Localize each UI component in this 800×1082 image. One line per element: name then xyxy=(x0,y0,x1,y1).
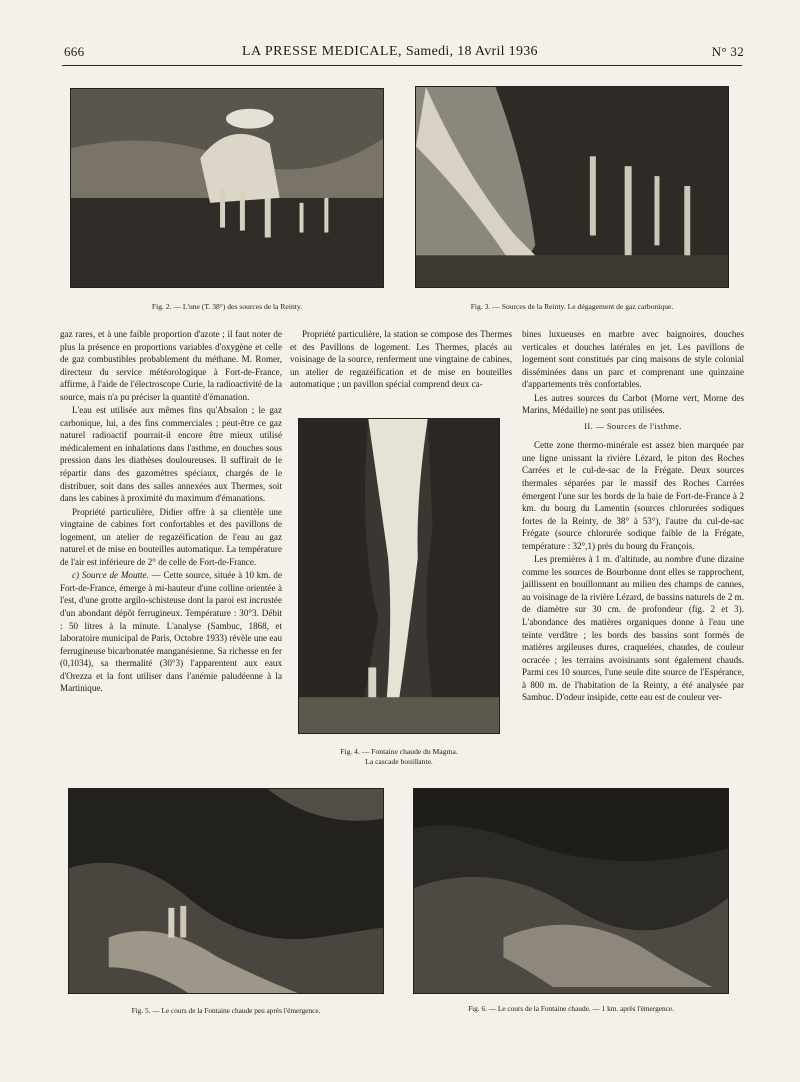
col1-paragraph-4: c) Source de Moutte. — Cette source, située à 10 km. de Fort-de-France, émerge à mi-hauteur d'une colline orientée à l'est, d'une grotte argilo-schisteuse dont la paroi est incrustée d'un abondant dépôt ferrugineux. Température : 30°3. Débit : 50 litres à la minute. L'analyse (Sambuc, 1868, et laboratoire municipal de Paris, Octobre 1933) révèle une eau ferrugineuse bicarbonatée manganésienne. Sa richesse en fer (0,1034), sa thermalité (30°3) l'apparentent aux eaux d'Orezza et la font utiliser dans l'anémie paludéenne à la Martinique. xyxy=(60,570,282,694)
issue-date: Samedi, 18 Avril 1936 xyxy=(405,44,538,59)
column-3 xyxy=(522,328,744,705)
col3-paragraph-1: bines luxueuses en marbre avec baignoires, douches verticales et douches latérales en jet. Les pavillons de logement sont constitués par cinq maisons de style colonial disséminées dans un parc et comprenant une quinzaine d'appartements très confortables. xyxy=(522,329,744,390)
figure-5-photo xyxy=(68,788,384,994)
section-heading-isthme: II. — Sources de l'isthme. xyxy=(584,421,682,431)
col2-paragraph-1: Propriété particulière, la station se compose des Thermes et des Pavillons de logement. Les Thermes, placés au voisinage de la source, renferment une vingtaine de cabines, un atelier de regazéification et de mise en bouteilles automatique ; un pavillon spécial comprend deux ca- xyxy=(290,329,512,390)
col1-paragraph-2: L'eau est utilisée aux mêmes fins qu'Absalon ; le gaz carbonique, lui, a des fins commerciales ; peut-être ce gaz naturel radioactif pourrait-il encore être mieux utilisé médicalement en inhalations dans l'asthme, en douches sous pression dans les diathèses douloureuses. Il suffirait de le répartir dans des gazomètres spéciaux, chargés de le distribuer, soit dans des salles annexées aux Thermes, soit dans les cabines à proximité du maximum d'émanations. xyxy=(60,405,282,504)
col1-paragraph-1: gaz rares, et à une faible proportion d'azote ; il faut noter de plus la présence en proportions variables d'oxygène et celle de gaz combustibles probablement du méthane. M. Romer, directeur du service météorologique à Fort-de-France, affirme, à l'aide de l'électroscope Curie, la radioactivité de la source, mais n'a pu préciser la quantité d'émanation. xyxy=(60,329,282,402)
figure-4-caption: Fig. 4. — Fontaine chaude du Magma. La cascade bouillante. xyxy=(340,747,458,767)
figure-3-caption: Fig. 3. — Sources de la Reinty. Le dégagement de gaz carbonique. xyxy=(470,302,674,311)
col1-paragraph-3: Propriété particulière, Didier offre à sa clientèle une vingtaine de cabines fort confortables et des pavillons de logement, un atelier de regazéification de l'eau au gaz naturel et de mise en bouteilles automatique. La température de l'air est inférieure de 2° de celle de Fort-de-France. xyxy=(60,506,282,567)
col3-paragraph-4: Les premières à 1 m. d'altitude, au nombre d'une dizaine comme les sources de Bourbonne dont elles se rapprochent, jaillissent en bouillonnant au milieu des champs de cannes, au voisinage de la rivière Lézard, de bassins naturels de 2 m. de diamètre sur 30 cm. de profondeur (fig. 2 et 3). L'abondance des matières organiques donne à l'eau une teinte verdâtre ; les bords des bassins sont formés de matières argileuses dures, craquelées, chaudes, de couleur ocracée ; les terrains avoisinants sont également chauds. Parmi ces 10 sources, l'une seule dite source de l'Espérance, à 800 m. de l'habitation de la Reinty, a été analysée par Sambuc. D'odeur insipide, cette eau est de couleur ver- xyxy=(522,554,744,703)
column-2 xyxy=(290,328,512,392)
figure-4-photo xyxy=(298,418,500,734)
figure-3-photo xyxy=(415,86,729,288)
figure-2-photo xyxy=(70,88,384,288)
figure-6-photo xyxy=(413,788,729,994)
running-header xyxy=(64,44,744,66)
col3-paragraph-3: Cette zone thermo-minérale est assez bien marquée par une ligne unissant la rivière Lézard, le piton des Roches Carrées et le cul-de-sac de la Frégate. Deux sources thermales séparées par le massif des Roches Carrées émergent l'une sur les bords de la baie de Fort-de-France à 2 km. du bourg du Lamentin (sources chlorurées sodiques fortes de la Reinty, de 38° à 53°), l'autre du cul-de-sac Frégate (source chlorurée sodique faible de la Frégate, température : 32°,1) près du bourg du François. xyxy=(522,440,744,551)
col3-paragraph-2: Les autres sources du Carbot (Morne vert, Morne des Marins, Médaille) ne sont pas utilisées. xyxy=(522,392,744,416)
page-number: 666 xyxy=(64,44,85,59)
figure-5-caption: Fig. 5. — Le cours de la Fontaine chaude peu après l'émergence. xyxy=(131,1006,321,1015)
issue-number: N° 32 xyxy=(711,44,744,59)
figure-6-caption: Fig. 6. — Le cours de la Fontaine chaude. — 1 km. après l'émergence. xyxy=(468,1004,674,1013)
column-1 xyxy=(60,328,282,696)
section-label-moutte: c) Source de Moutte. xyxy=(72,570,149,581)
header-rule xyxy=(62,65,742,66)
figure-2-caption: Fig. 2. — L'une (T. 38°) des sources de la Reinty. xyxy=(151,302,303,311)
journal-title: LA PRESSE MEDICALE, Samedi, 18 Avril 1936 xyxy=(242,44,538,59)
